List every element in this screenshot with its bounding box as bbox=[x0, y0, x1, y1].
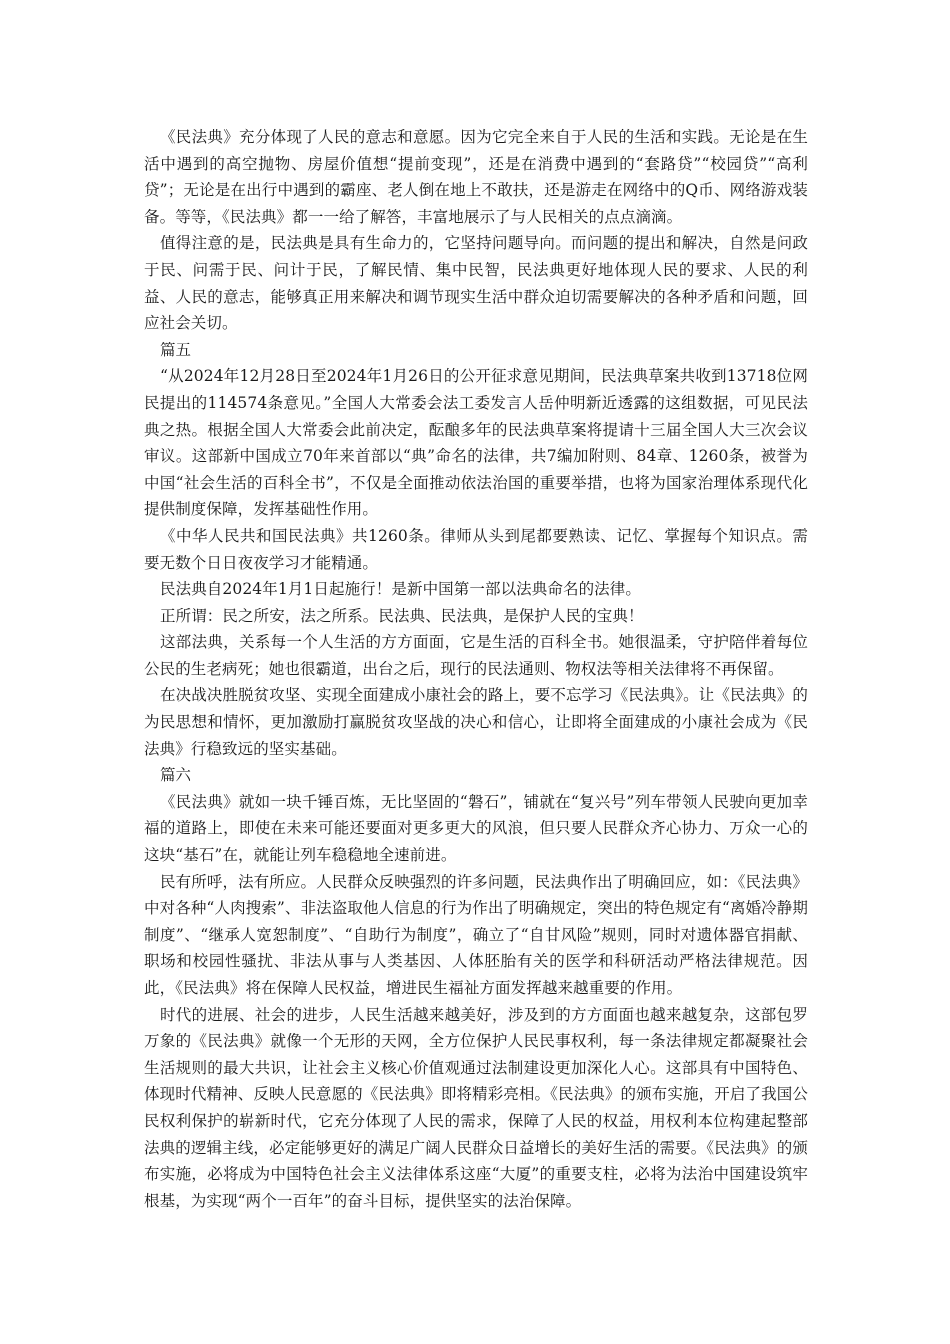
section-heading: 篇五 bbox=[160, 340, 192, 359]
paragraph: 民有所呼，法有所应。人民群众反映强烈的许多问题，民法典作出了明确回应，如：《民法典》中对各种“人肉搜索”、非法盗取他人信息的行为作出了明确规定，突出的特色规定有“离婚冷静期制度”、“继承人宽恕制度”、“自助行为制度”，确立了“自甘风险”规则，同时对遗体器官捐献、职场和校园性骚扰、非法从事与人类基因、人体胚胎有关的医学和科研活动严格法律规范。因此，《民法典》将在保障人民权益，增进民生福祉方面发挥越来越重要的作用。 bbox=[144, 872, 808, 997]
paragraph: 《中华人民共和国民法典》共1260条。律师从头到尾都要熟读、记忆、掌握每个知识点。需要无数个日日夜夜学习才能精通。 bbox=[144, 526, 808, 572]
paragraph: 时代的进展、社会的进步，人民生活越来越美好，涉及到的方方面面也越来越复杂，这部包罗万象的《民法典》就像一个无形的天网，全方位保护人民民事权利，每一条法律规定都凝聚社会生活规则的最大共识，让社会主义核心价值观通过法制建设更加深化人心。这部具有中国特色、体现时代精神、反映人民意愿的《民法典》即将精彩亮相。《民法典》的颁布实施，开启了我国公民权利保护的崭新时代，它充分体现了人民的需求，保障了人民的权益，用权利本位构建起整部法典的逻辑主线，必定能够更好的满足广阔人民群众日益增长的美好生活的需要。《民法典》的颁布实施，必将成为中国特色社会主义法律体系这座“大厦”的重要支柱，必将为法治中国建设筑牢根基，为实现“两个一百年”的奋斗目标，提供坚实的法治保障。 bbox=[144, 1005, 808, 1210]
paragraph: 《民法典》就如一块千锤百炼，无比坚固的“磐石”，铺就在“复兴号”列车带领人民驶向更加幸福的道路上，即使在未来可能还要面对更多更大的风浪，但只要人民群众齐心协力、万众一心的这块“基石”在，就能让列车稳稳地全速前进。 bbox=[144, 792, 808, 865]
document-body bbox=[144, 124, 808, 1214]
paragraph: 正所谓：民之所安，法之所系。民法典、民法典，是保护人民的宝典！ bbox=[160, 606, 644, 625]
section-heading: 篇六 bbox=[160, 766, 192, 785]
paragraph: “从2024年12月28日至2024年1月26日的公开征求意见期间，民法典草案共收到13718位网民提出的114574条意见。”全国人大常委会法工委发言人岳仲明新近透露的这组数据，可见民法典之热。根据全国人大常委会此前决定，酝酿多年的民法典草案将提请十三届全国人大三次会议审议。这部新中国成立70年来首部以“典”命名的法律，共7编加附则、84章、1260条，被誉为中国“社会生活的百科全书”，不仅是全面推动依法治国的重要举措，也将为国家治理体系现代化提供制度保障，发挥基础性作用。 bbox=[144, 367, 808, 519]
paragraph: 这部法典，关系每一个人生活的方方面面，它是生活的百科全书。她很温柔，守护陪伴着每位公民的生老病死；她也很霸道，出台之后，现行的民法通则、物权法等相关法律将不再保留。 bbox=[144, 633, 808, 678]
paragraph: 《民法典》充分体现了人民的意志和意愿。因为它完全来自于人民的生活和实践。无论是在生活中遇到的高空抛物、房屋价值想“提前变现”，还是在消费中遇到的“套路贷”“校园贷”“高利贷”；无论是在出行中遇到的霸座、老人倒在地上不敢扶，还是游走在网络中的Q币、网络游戏装备。等等，《民法典》都一一给了解答，丰富地展示了与人民相关的点点滴滴。 bbox=[144, 128, 808, 226]
paragraph: 在决战决胜脱贫攻坚、实现全面建成小康社会的路上，要不忘学习《民法典》。让《民法典》的为民思想和情怀，更加激励打赢脱贫攻坚战的决心和信心，让即将全面建成的小康社会成为《民法典》行稳致远的坚实基础。 bbox=[144, 686, 808, 758]
paragraph: 值得注意的是，民法典是具有生命力的，它坚持问题导向。而问题的提出和解决，自然是问政于民、问需于民、问计于民，了解民情、集中民智，民法典更好地体现人民的要求、人民的利益、人民的意志，能够真正用来解决和调节现实生活中群众迫切需要解决的各种矛盾和问题，回应社会关切。 bbox=[144, 234, 808, 333]
paragraph: 民法典自2024年1月1日起施行！是新中国第一部以法典命名的法律。 bbox=[160, 580, 641, 599]
